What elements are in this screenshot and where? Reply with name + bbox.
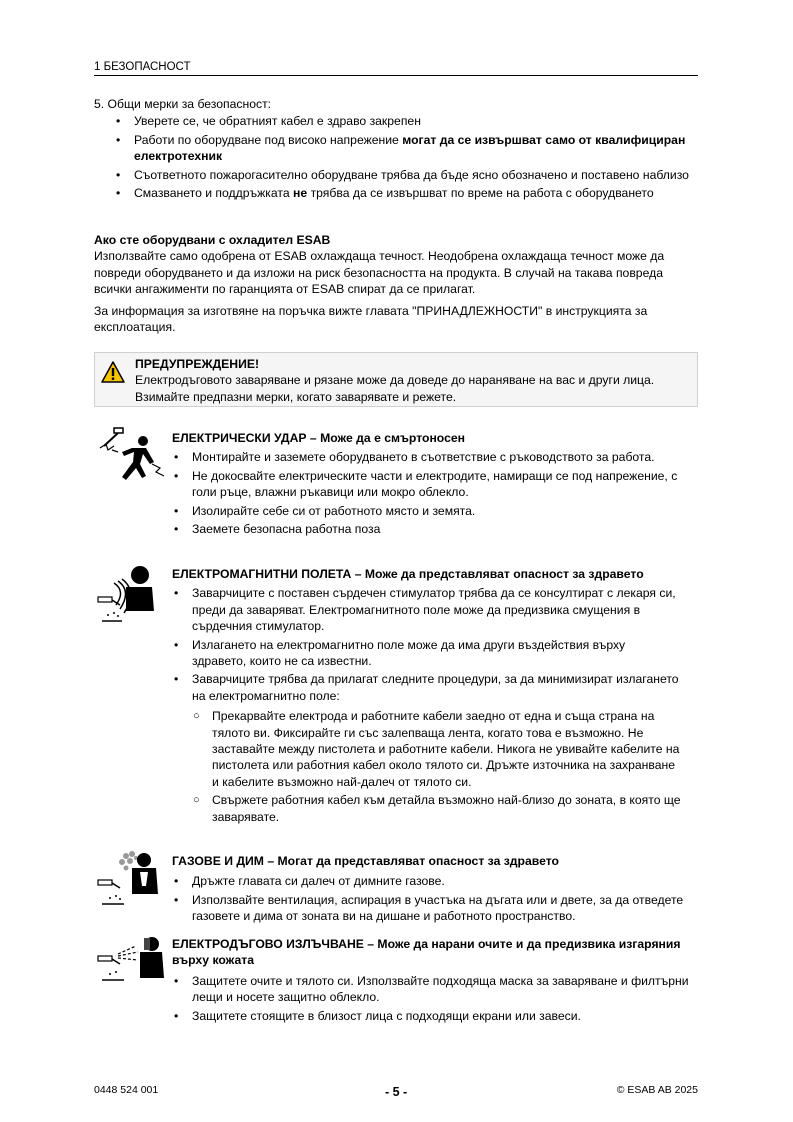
list-item: • Използвайте вентилация, аспирация в участъка на дъгата или и двете, за да отведете газовете и дима от зоната ви на дишане и работното пространство. xyxy=(172,892,692,925)
emf-section xyxy=(172,566,682,827)
list-item xyxy=(114,167,709,183)
list-item: • Излагането на електромагнитно поле може да има други въздействия върху здравето, които не са известни. xyxy=(172,637,682,670)
list-item-text: Съответното пожарогасително оборудване трябва да бъде ясно обозначено и поставено наблизо xyxy=(134,167,689,182)
footer-page-number: - 5 - xyxy=(385,1085,408,1099)
list-item: • Изолирайте себе си от работното място и земята. xyxy=(172,503,692,519)
footer-copyright: © ESAB AB 2025 xyxy=(616,1084,698,1096)
list-item: • Заемете безопасна работна поза xyxy=(172,521,692,537)
arc-radiation-icon xyxy=(96,934,166,988)
header-section: 1 БЕЗОПАСНОСТ xyxy=(94,61,191,73)
cooler-info: За информация за изготвяне на поръчка вижте главата "ПРИНАДЛЕЖНОСТИ" в инструкцията за експлоатация. xyxy=(94,303,648,335)
list-item-text: Смазването и поддръжката xyxy=(134,186,294,201)
arc-list xyxy=(172,973,692,1024)
arc-section xyxy=(172,936,692,1026)
warning-body: Електродъговото заваряване и рязане може да доведе до нараняване на вас и други лица. Взимайте предпазни мерки, когато заварявате и режете. xyxy=(135,373,655,404)
list-item xyxy=(114,132,709,165)
fumes-list xyxy=(172,873,692,924)
list-item-bold: могат да се извършват само от квалифициран електротехник xyxy=(134,132,686,164)
arc-title: ЕЛЕКТРОДЪГОВО ИЗЛЪЧВАНЕ – Може да нарани очите и да предизвика изгаряния върху кожата xyxy=(172,937,681,968)
electric-section xyxy=(172,430,692,539)
list-item xyxy=(114,185,709,201)
footer-doc-number: 0448 524 001 xyxy=(94,1084,159,1096)
emf-sublist xyxy=(192,708,682,825)
list-item: • Дръжте главата си далеч от димните газове. xyxy=(172,873,692,889)
general-list xyxy=(114,113,709,201)
warning-title: ПРЕДУПРЕЖДЕНИЕ! xyxy=(135,357,260,371)
sub-list-item: ○ Прекарвайте електрода и работните кабели заедно от една и съща страна на тялото ви. Фиксирайте ги със залепваща лента, когато това е възможно. Не заставайте между пистолета и работните кабели. Никога не увивайте кабелите на пистолета или работния кабел около тялото си. Дръжте източника на захранване и кабелите възможно най-далеч от тялото си. xyxy=(192,708,682,790)
emf-title: ЕЛЕКТРОМАГНИТНИ ПОЛЕТА – Може да представляват опасност за здравето xyxy=(172,567,644,581)
electric-shock-icon xyxy=(96,424,168,500)
list-item: • Заварчиците с поставен сърдечен стимулатор трябва да се консултират с лекаря си, преди да заваряват. Електромагнитното поле може да предизвика смущения в сърдечния стимулатор. xyxy=(172,585,682,634)
sub-list-item: ○ Свържете работния кабел към детайла възможно най-близо до зоната, в която ще заварявате. xyxy=(192,792,682,825)
page-header xyxy=(94,59,698,76)
list-item xyxy=(172,671,682,825)
warning-box xyxy=(94,352,698,407)
fumes-section xyxy=(172,853,692,927)
cooler-body: Използвайте само одобрена от ESAB охлаждаща течност. Неодобрена охлаждаща течност може да повреди оборудването и да изложи на риск безопасността на продукта. В случай на такава повреда всички ангажименти по гаранцията от ESAB спират да се прилагат. xyxy=(94,249,665,297)
cooler-section xyxy=(94,232,694,335)
list-item: • Не докосвайте електрическите части и електродите, намиращи се под напрежение, с голи ръце, влажни ръкавици или мокро облекло. xyxy=(172,468,692,501)
general-measures xyxy=(94,96,709,203)
list-item: • Защитете стоящите в близост лица с подходящи екрани или завеси. xyxy=(172,1008,692,1024)
list-item: • Монтирайте и заземете оборудването в съответствие с ръководството за работа. xyxy=(172,449,692,465)
warning-triangle-icon xyxy=(101,361,125,387)
fumes-title: ГАЗОВЕ И ДИМ – Могат да представляват опасност за здравето xyxy=(172,854,559,868)
list-item-bold: не xyxy=(293,186,308,201)
list-item-text: Работи по оборудване под високо напрежение xyxy=(134,132,403,147)
general-heading: 5. Общи мерки за безопасност: xyxy=(94,97,272,111)
list-item-text: трябва да се извършват по време на работа с оборудването xyxy=(307,186,654,201)
electric-title: ЕЛЕКТРИЧЕСКИ УДАР – Може да е смъртоносен xyxy=(172,431,466,445)
list-item: • Защитете очите и тялото си. Използвайте подходяща маска за заваряване и филтърни лещи и носете защитно облекло. xyxy=(172,973,692,1006)
electric-list xyxy=(172,449,692,537)
fumes-icon xyxy=(96,850,160,914)
cooler-title: Ако сте оборудвани с охладител ESAB xyxy=(94,233,331,247)
list-item-text: Заварчиците трябва да прилагат следните процедури, за да минимизират излагането на електромагнитно поле: xyxy=(192,672,679,703)
emf-pacemaker-icon xyxy=(96,563,160,631)
list-item-text: Уверете се, че обратният кабел е здраво закрепен xyxy=(134,114,421,129)
emf-list xyxy=(172,585,682,825)
list-item xyxy=(114,113,709,129)
